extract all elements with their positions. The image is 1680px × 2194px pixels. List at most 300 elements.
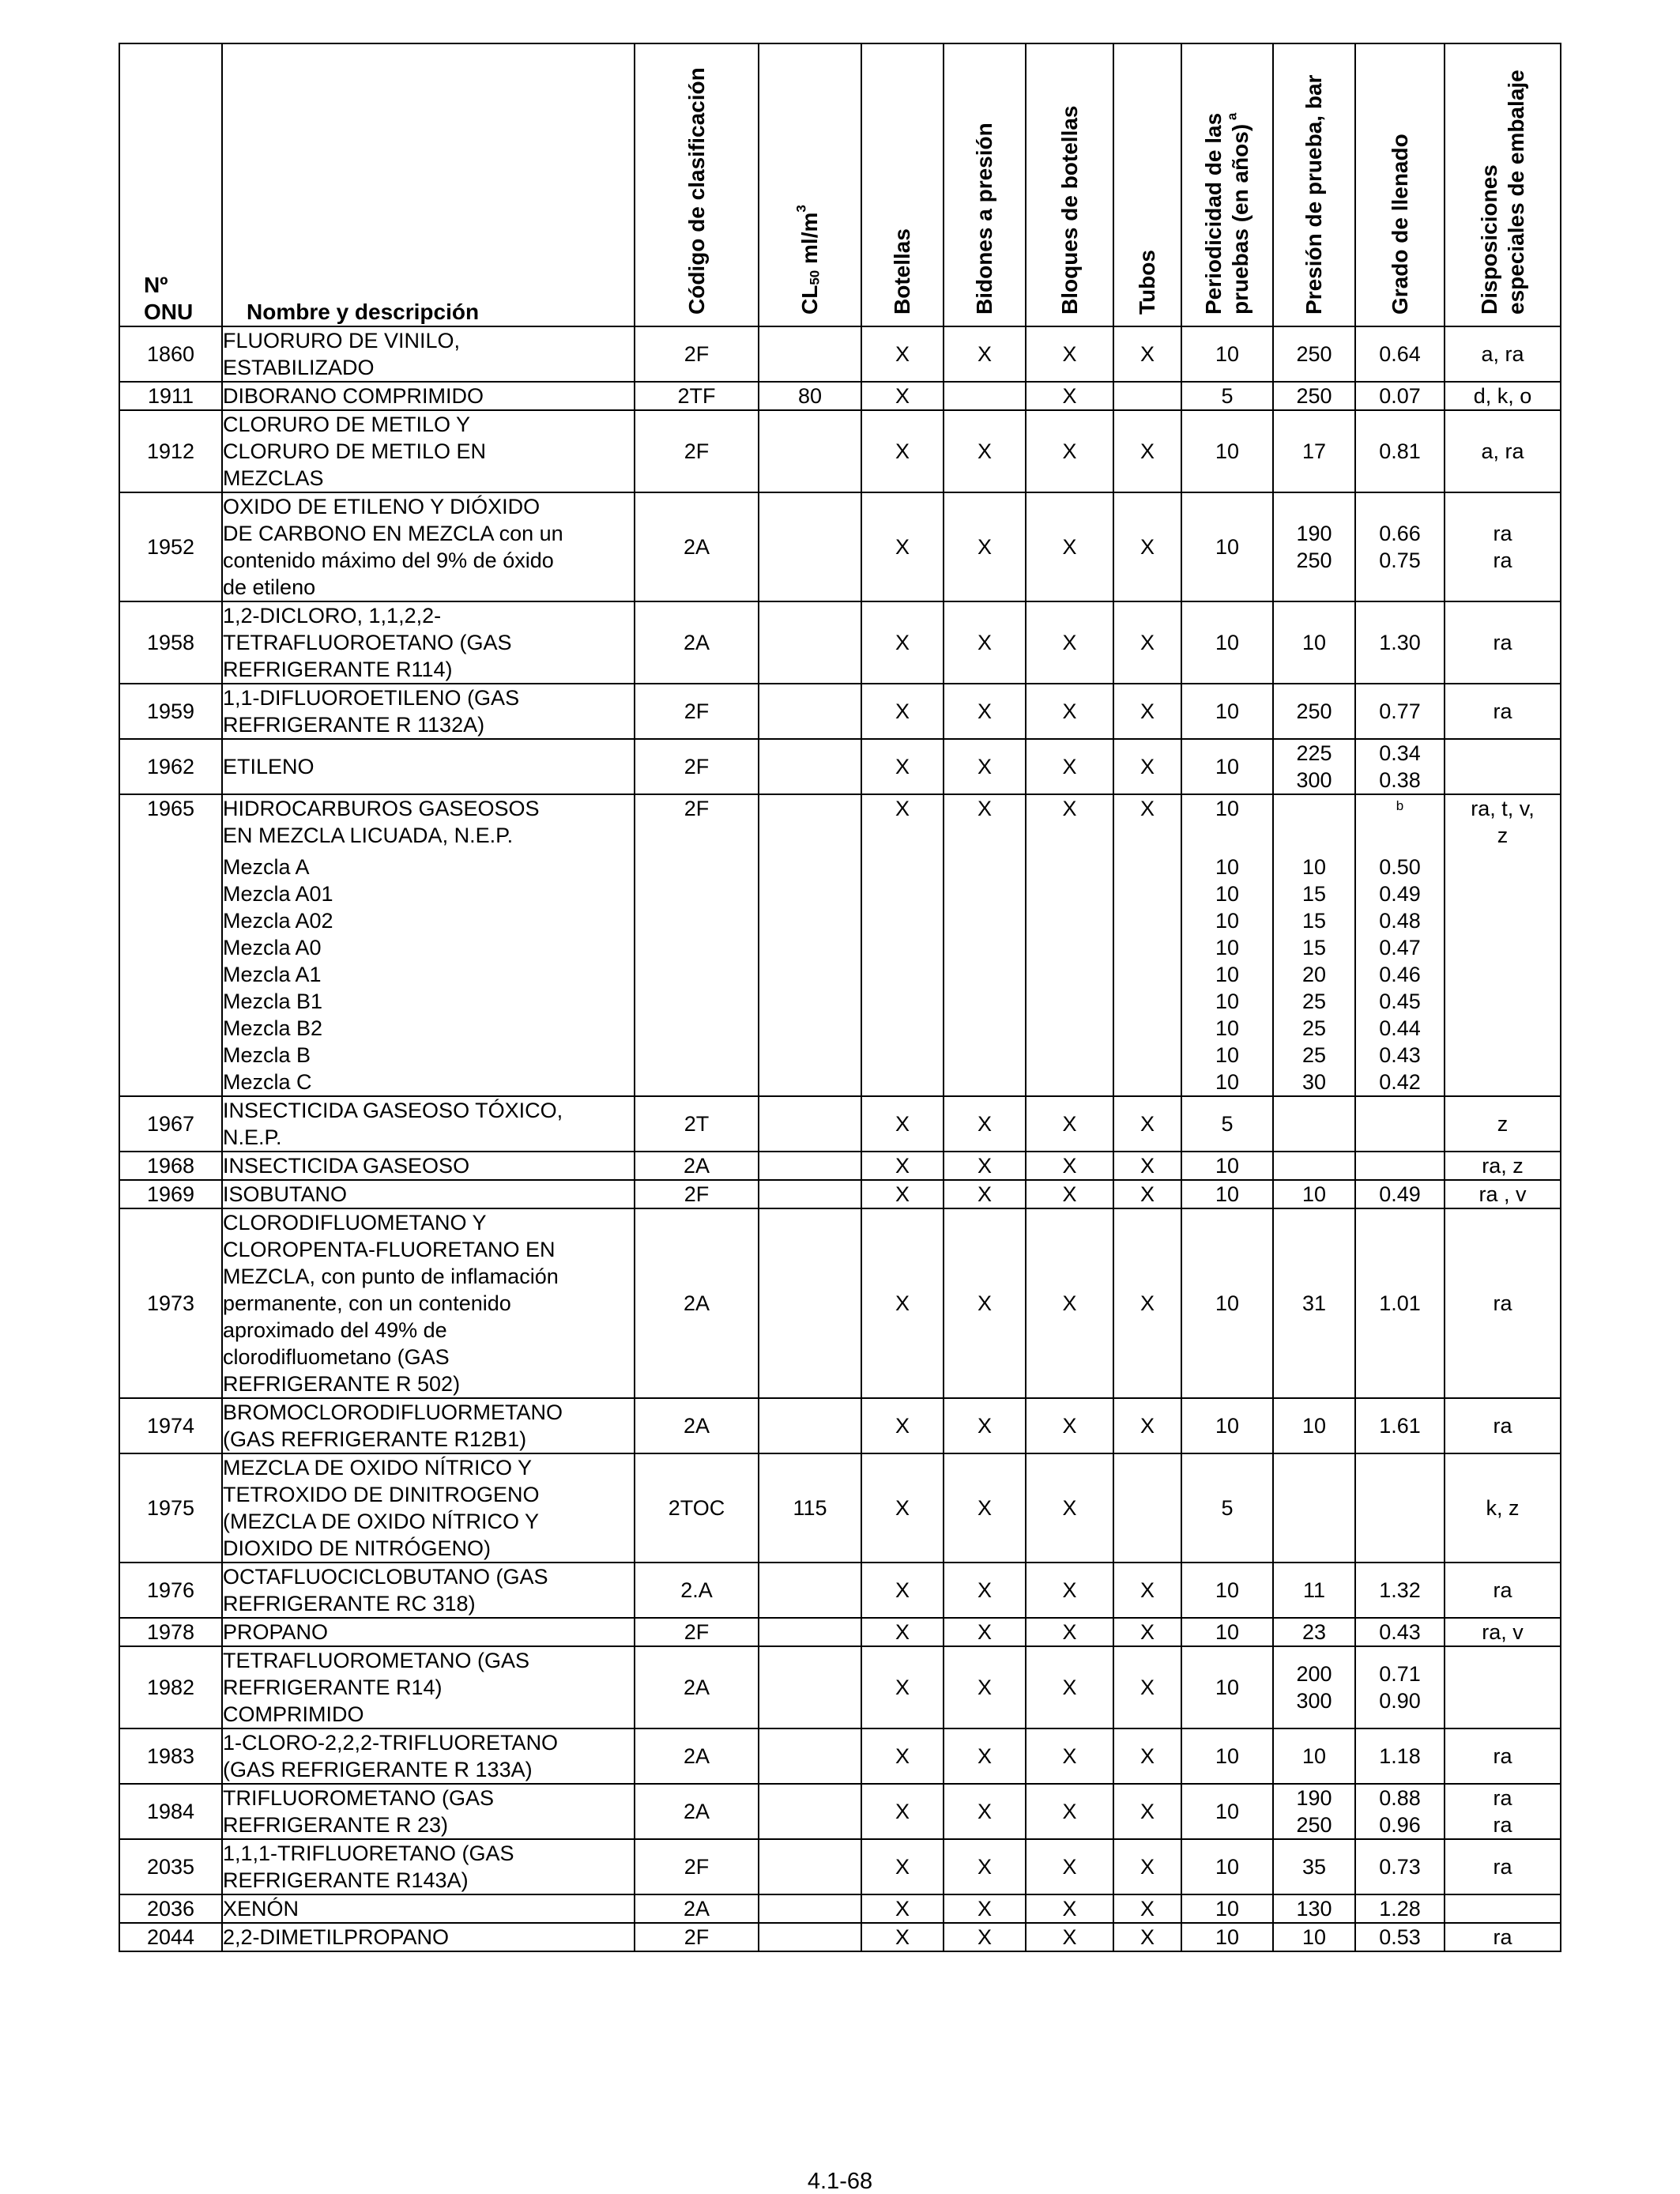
table-row bbox=[119, 326, 1561, 382]
tubes-cell: X bbox=[1113, 739, 1181, 794]
period-cell: 10 bbox=[1181, 601, 1273, 684]
special-cell: ra bbox=[1445, 1923, 1561, 1951]
drums-cell: X bbox=[944, 1728, 1026, 1784]
drums-cell: X bbox=[944, 492, 1026, 601]
tubes-header: Tubos bbox=[1113, 43, 1181, 326]
special-cell: ra ra bbox=[1445, 492, 1561, 601]
tubes-cell bbox=[1113, 1453, 1181, 1563]
name-cell: 1,1,1-TRIFLUORETANO (GAS REFRIGERANTE R143A) bbox=[222, 1839, 635, 1894]
fill-cell: 0.53 bbox=[1355, 1923, 1445, 1951]
drums-cell: X bbox=[944, 1453, 1026, 1563]
cl50-cell bbox=[759, 739, 861, 794]
special-cell: ra bbox=[1445, 1839, 1561, 1894]
table-row bbox=[119, 382, 1561, 410]
cl50-cell bbox=[759, 1152, 861, 1180]
bundles-cell: X bbox=[1026, 326, 1113, 382]
bottles-cell: X bbox=[861, 1453, 944, 1563]
drums-cell: X bbox=[944, 1096, 1026, 1152]
drums-cell: X bbox=[944, 1784, 1026, 1839]
name-cell bbox=[222, 794, 635, 1096]
table-row bbox=[119, 1152, 1561, 1180]
cl50-cell bbox=[759, 1728, 861, 1784]
table-row bbox=[119, 1839, 1561, 1894]
name-cell: INSECTICIDA GASEOSO bbox=[222, 1152, 635, 1180]
cl50-header: $CL_{50}$ $ml/m^3$ bbox=[759, 43, 861, 326]
cl50-cell bbox=[759, 1646, 861, 1728]
drums-cell: X bbox=[944, 1839, 1026, 1894]
period-cell: 10 bbox=[1181, 1784, 1273, 1839]
bundles-cell: X bbox=[1026, 1180, 1113, 1208]
onu-cell: 2036 bbox=[119, 1894, 222, 1923]
name-cell: CLORURO DE METILO Y CLORURO DE METILO EN MEZCLAS bbox=[222, 410, 635, 492]
table-row bbox=[119, 1563, 1561, 1618]
tubes-cell: X bbox=[1113, 1398, 1181, 1453]
special-cell: ra , v bbox=[1445, 1180, 1561, 1208]
code-cell: 2A bbox=[635, 1152, 759, 1180]
pressure-cell bbox=[1273, 1453, 1355, 1563]
special-cell: a, ra bbox=[1445, 326, 1561, 382]
period-cell: 10 bbox=[1181, 1563, 1273, 1618]
pressure-cell: 11 bbox=[1273, 1563, 1355, 1618]
tubes-cell: X bbox=[1113, 1894, 1181, 1923]
bottles-cell: X bbox=[861, 326, 944, 382]
filling-ratio-header: Grado de llenado bbox=[1355, 43, 1445, 326]
bundles-cell: X bbox=[1026, 1839, 1113, 1894]
onu-cell: 1973 bbox=[119, 1208, 222, 1398]
code-cell: 2F bbox=[635, 1180, 759, 1208]
tubes-cell: X bbox=[1113, 684, 1181, 739]
period-cell: 10 bbox=[1181, 1646, 1273, 1728]
fill-cell: 0.07 bbox=[1355, 382, 1445, 410]
period-cell: 10 bbox=[1181, 1618, 1273, 1646]
bundles-cell: X bbox=[1026, 1453, 1113, 1563]
drums-cell: X bbox=[944, 794, 1026, 1096]
table-row bbox=[119, 1646, 1561, 1728]
bundles-cell: X bbox=[1026, 382, 1113, 410]
special-cell: a, ra bbox=[1445, 410, 1561, 492]
period-cell: 5 bbox=[1181, 1096, 1273, 1152]
code-cell: 2A bbox=[635, 1728, 759, 1784]
period-cell: 10 bbox=[1181, 1728, 1273, 1784]
pressure-drums-header: Bidones a presión bbox=[944, 43, 1026, 326]
fill-cell: 1.61 bbox=[1355, 1398, 1445, 1453]
onu-cell: 2044 bbox=[119, 1923, 222, 1951]
bottles-cell: X bbox=[861, 1784, 944, 1839]
mixture-fills: 0.50 0.49 0.48 0.47 0.46 0.45 0.44 0.43 0.42 bbox=[1379, 855, 1421, 1094]
special-cell: ra, z bbox=[1445, 1152, 1561, 1180]
pressure-cell: 31 bbox=[1273, 1208, 1355, 1398]
drums-cell: X bbox=[944, 326, 1026, 382]
pressure-cell: 10 bbox=[1273, 1728, 1355, 1784]
pressure-cell: 10 bbox=[1273, 1923, 1355, 1951]
period-cell bbox=[1181, 794, 1273, 1096]
bottles-cell: X bbox=[861, 1923, 944, 1951]
onu-cell: 1952 bbox=[119, 492, 222, 601]
cl50-cell bbox=[759, 1180, 861, 1208]
onu-cell: 2035 bbox=[119, 1839, 222, 1894]
test-period-header: Periodicidad de las pruebas (en años) $^a$ bbox=[1181, 43, 1273, 326]
drums-cell: X bbox=[944, 1618, 1026, 1646]
cl50-cell bbox=[759, 492, 861, 601]
pressure-cell: 130 bbox=[1273, 1894, 1355, 1923]
code-cell: 2A bbox=[635, 1646, 759, 1728]
onu-cell: 1974 bbox=[119, 1398, 222, 1453]
cl50-cell bbox=[759, 1923, 861, 1951]
name-cell: DIBORANO COMPRIMIDO bbox=[222, 382, 635, 410]
table-row bbox=[119, 410, 1561, 492]
code-cell: 2A bbox=[635, 1398, 759, 1453]
cl50-cell bbox=[759, 601, 861, 684]
name-cell: XENÓN bbox=[222, 1894, 635, 1923]
bottles-cell: X bbox=[861, 601, 944, 684]
code-cell: 2T bbox=[635, 1096, 759, 1152]
pressure-cell: 250 bbox=[1273, 382, 1355, 410]
name-cell: TETRAFLUOROMETANO (GAS REFRIGERANTE R14) COMPRIMIDO bbox=[222, 1646, 635, 1728]
period-cell: 10 bbox=[1181, 1398, 1273, 1453]
fill-cell: 1.30 bbox=[1355, 601, 1445, 684]
onu-cell: 1958 bbox=[119, 601, 222, 684]
bottles-cell: X bbox=[861, 492, 944, 601]
fill-cell: 1.18 bbox=[1355, 1728, 1445, 1784]
bottles-cell: X bbox=[861, 1618, 944, 1646]
name-cell: OCTAFLUOCICLOBUTANO (GAS REFRIGERANTE RC 318) bbox=[222, 1563, 635, 1618]
bottles-cell: X bbox=[861, 1894, 944, 1923]
drums-cell: X bbox=[944, 1152, 1026, 1180]
cl50-cell bbox=[759, 1839, 861, 1894]
table-row bbox=[119, 1923, 1561, 1951]
bundles-cell: X bbox=[1026, 684, 1113, 739]
onu-cell: 1982 bbox=[119, 1646, 222, 1728]
period-cell: 10 bbox=[1181, 1839, 1273, 1894]
bottles-cell: X bbox=[861, 1208, 944, 1398]
onu-cell: 1959 bbox=[119, 684, 222, 739]
tubes-cell: X bbox=[1113, 1563, 1181, 1618]
table-row bbox=[119, 1208, 1561, 1398]
cl50-cell: 80 bbox=[759, 382, 861, 410]
fill-cell: 1.32 bbox=[1355, 1563, 1445, 1618]
fill-cell: 0.64 bbox=[1355, 326, 1445, 382]
page-number: 4.1-68 bbox=[807, 2169, 873, 2194]
name-cell: ISOBUTANO bbox=[222, 1180, 635, 1208]
tubes-cell bbox=[1113, 382, 1181, 410]
tubes-cell: X bbox=[1113, 326, 1181, 382]
table-row bbox=[119, 492, 1561, 601]
bundles-cell: X bbox=[1026, 1894, 1113, 1923]
bottles-cell: X bbox=[861, 1563, 944, 1618]
fill-cell bbox=[1355, 794, 1445, 1096]
fill-cell: 0.88 0.96 bbox=[1355, 1784, 1445, 1839]
drums-cell: X bbox=[944, 1563, 1026, 1618]
special-cell: ra bbox=[1445, 684, 1561, 739]
drums-cell: X bbox=[944, 410, 1026, 492]
drums-cell: X bbox=[944, 1180, 1026, 1208]
special-cell: ra bbox=[1445, 1398, 1561, 1453]
fill-cell: 0.49 bbox=[1355, 1180, 1445, 1208]
special-cell: ra bbox=[1445, 601, 1561, 684]
tubes-cell: X bbox=[1113, 1646, 1181, 1728]
special-cell: ra bbox=[1445, 1728, 1561, 1784]
bottles-cell: X bbox=[861, 1096, 944, 1152]
cl50-cell bbox=[759, 1618, 861, 1646]
fill-cell: 0.73 bbox=[1355, 1839, 1445, 1894]
tubes-cell: X bbox=[1113, 492, 1181, 601]
period-cell: 10 bbox=[1181, 684, 1273, 739]
special-cell: ra, t, v, z bbox=[1445, 794, 1561, 1096]
cl50-cell bbox=[759, 684, 861, 739]
name-cell: 2,2-DIMETILPROPANO bbox=[222, 1923, 635, 1951]
cl50-cell bbox=[759, 1894, 861, 1923]
special-provisions-header: Disposiciones especiales de embalaje bbox=[1445, 43, 1561, 326]
tubes-cell: X bbox=[1113, 601, 1181, 684]
code-cell: 2TOC bbox=[635, 1453, 759, 1563]
fill-cell: 1.28 bbox=[1355, 1894, 1445, 1923]
table-row bbox=[119, 1096, 1561, 1152]
pressure-cell: 250 bbox=[1273, 326, 1355, 382]
name-header: Nombre y descripción bbox=[222, 43, 635, 326]
cl50-cell bbox=[759, 794, 861, 1096]
onu-cell: 1860 bbox=[119, 326, 222, 382]
fill-cell: 0.66 0.75 bbox=[1355, 492, 1445, 601]
tubes-cell: X bbox=[1113, 1728, 1181, 1784]
footnote-b: b bbox=[1396, 798, 1404, 813]
tubes-cell: X bbox=[1113, 410, 1181, 492]
table-row bbox=[119, 794, 1561, 1096]
code-cell: 2A bbox=[635, 1208, 759, 1398]
bundles-cell: X bbox=[1026, 1096, 1113, 1152]
bottles-cell: X bbox=[861, 1180, 944, 1208]
cl50-cell bbox=[759, 1398, 861, 1453]
special-cell bbox=[1445, 1894, 1561, 1923]
bundles-cell: X bbox=[1026, 739, 1113, 794]
bottles-cell: X bbox=[861, 1152, 944, 1180]
special-cell: ra, v bbox=[1445, 1618, 1561, 1646]
onu-cell: 1978 bbox=[119, 1618, 222, 1646]
drums-cell: X bbox=[944, 1398, 1026, 1453]
drums-cell: X bbox=[944, 601, 1026, 684]
name-cell: MEZCLA DE OXIDO NÍTRICO Y TETROXIDO DE DINITROGENO (MEZCLA DE OXIDO NÍTRICO Y DIOXIDO DE NITRÓGENO) bbox=[222, 1453, 635, 1563]
period-cell: 10 bbox=[1181, 1152, 1273, 1180]
group-period: 10 bbox=[1215, 797, 1240, 820]
special-cell: ra bbox=[1445, 1563, 1561, 1618]
table-row bbox=[119, 1180, 1561, 1208]
pressure-cell bbox=[1273, 1096, 1355, 1152]
bundles-cell: X bbox=[1026, 1728, 1113, 1784]
code-cell: 2A bbox=[635, 1784, 759, 1839]
table-row bbox=[119, 1453, 1561, 1563]
onu-cell: 1969 bbox=[119, 1180, 222, 1208]
mixture-names: Mezcla A Mezcla A01 Mezcla A02 Mezcla A0 Mezcla A1 Mezcla B1 Mezcla B2 Mezcla B Mezcla C bbox=[223, 855, 333, 1094]
name-cell: TRIFLUOROMETANO (GAS REFRIGERANTE R 23) bbox=[222, 1784, 635, 1839]
table-row bbox=[119, 1728, 1561, 1784]
bundles-cell: X bbox=[1026, 492, 1113, 601]
pressure-cell: 10 bbox=[1273, 1398, 1355, 1453]
mixture-pressures: 10 15 15 15 20 25 25 25 30 bbox=[1301, 855, 1327, 1094]
pressure-cell: 225 300 bbox=[1273, 739, 1355, 794]
mixture-group-title: HIDROCARBUROS GASEOSOS EN MEZCLA LICUADA, N.E.P. bbox=[223, 797, 540, 847]
pressure-cell: 35 bbox=[1273, 1839, 1355, 1894]
drums-cell: X bbox=[944, 1646, 1026, 1728]
onu-header: Nº ONU bbox=[119, 43, 222, 326]
drums-cell: X bbox=[944, 1923, 1026, 1951]
drums-cell: X bbox=[944, 684, 1026, 739]
fill-cell bbox=[1355, 1453, 1445, 1563]
name-cell: BROMOCLORODIFLUORMETANO (GAS REFRIGERANTE R12B1) bbox=[222, 1398, 635, 1453]
tubes-cell: X bbox=[1113, 1923, 1181, 1951]
period-cell: 10 bbox=[1181, 410, 1273, 492]
pressure-cell: 23 bbox=[1273, 1618, 1355, 1646]
bottles-cell: X bbox=[861, 1398, 944, 1453]
code-cell: 2F bbox=[635, 1923, 759, 1951]
period-cell: 10 bbox=[1181, 1894, 1273, 1923]
bundles-cell: X bbox=[1026, 1784, 1113, 1839]
onu-cell: 1984 bbox=[119, 1784, 222, 1839]
cl50-cell bbox=[759, 1563, 861, 1618]
special-cell: ra bbox=[1445, 1208, 1561, 1398]
bundles-cell: X bbox=[1026, 1208, 1113, 1398]
tubes-cell: X bbox=[1113, 1096, 1181, 1152]
classification-code-header: Código de clasificación bbox=[635, 43, 759, 326]
fill-cell: 1.01 bbox=[1355, 1208, 1445, 1398]
period-cell: 10 bbox=[1181, 1923, 1273, 1951]
tubes-cell: X bbox=[1113, 794, 1181, 1096]
cl50-cell bbox=[759, 326, 861, 382]
name-cell: OXIDO DE ETILENO Y DIÓXIDO DE CARBONO EN MEZCLA con un contenido máximo del 9% de óxido de etileno bbox=[222, 492, 635, 601]
drums-cell bbox=[944, 382, 1026, 410]
header-row bbox=[119, 43, 1561, 326]
code-cell: 2F bbox=[635, 326, 759, 382]
code-cell: 2A bbox=[635, 601, 759, 684]
drums-cell: X bbox=[944, 1208, 1026, 1398]
bundles-cell: X bbox=[1026, 1398, 1113, 1453]
name-cell: CLORODIFLUOMETANO Y CLOROPENTA-FLUORETANO EN MEZCLA, con punto de inflamación permanente, con un contenido aproximado del 49% de clorodifluometano (GAS REFRIGERANTE R 502) bbox=[222, 1208, 635, 1398]
period-cell: 10 bbox=[1181, 1208, 1273, 1398]
tubes-cell: X bbox=[1113, 1618, 1181, 1646]
pressure-cell: 10 bbox=[1273, 601, 1355, 684]
table-row bbox=[119, 739, 1561, 794]
bottles-cell: X bbox=[861, 739, 944, 794]
table-row bbox=[119, 601, 1561, 684]
mixture-periods: 10 10 10 10 10 10 10 10 10 bbox=[1215, 855, 1240, 1094]
bundles-cell: X bbox=[1026, 1618, 1113, 1646]
onu-cell: 1976 bbox=[119, 1563, 222, 1618]
bottle-bundles-header: Bloques de botellas bbox=[1026, 43, 1113, 326]
name-cell: 1,2-DICLORO, 1,1,2,2- TETRAFLUOROETANO (GAS REFRIGERANTE R114) bbox=[222, 601, 635, 684]
tubes-cell: X bbox=[1113, 1152, 1181, 1180]
fill-cell: 0.77 bbox=[1355, 684, 1445, 739]
pressure-cell bbox=[1273, 1152, 1355, 1180]
code-cell: 2A bbox=[635, 1894, 759, 1923]
onu-cell: 1962 bbox=[119, 739, 222, 794]
table-row bbox=[119, 1784, 1561, 1839]
drums-cell: X bbox=[944, 1894, 1026, 1923]
bundles-cell: X bbox=[1026, 601, 1113, 684]
bundles-cell: X bbox=[1026, 1152, 1113, 1180]
onu-cell: 1912 bbox=[119, 410, 222, 492]
pressure-cell: 10 bbox=[1273, 1180, 1355, 1208]
cl50-cell: 115 bbox=[759, 1453, 861, 1563]
fill-cell: 0.81 bbox=[1355, 410, 1445, 492]
code-cell: 2F bbox=[635, 1839, 759, 1894]
pressure-cell: 200 300 bbox=[1273, 1646, 1355, 1728]
pressure-cell: 190 250 bbox=[1273, 1784, 1355, 1839]
onu-cell: 1983 bbox=[119, 1728, 222, 1784]
period-cell: 5 bbox=[1181, 1453, 1273, 1563]
pressure-cell: 250 bbox=[1273, 684, 1355, 739]
onu-cell: 1975 bbox=[119, 1453, 222, 1563]
name-cell: 1,1-DIFLUOROETILENO (GAS REFRIGERANTE R 1132A) bbox=[222, 684, 635, 739]
pressure-cell bbox=[1273, 794, 1355, 1096]
fill-cell: 0.71 0.90 bbox=[1355, 1646, 1445, 1728]
code-cell: 2F bbox=[635, 739, 759, 794]
bundles-cell: X bbox=[1026, 1646, 1113, 1728]
table-row bbox=[119, 1398, 1561, 1453]
special-cell bbox=[1445, 1646, 1561, 1728]
fill-cell: 0.34 0.38 bbox=[1355, 739, 1445, 794]
table-row bbox=[119, 1894, 1561, 1923]
code-cell: 2F bbox=[635, 684, 759, 739]
cl50-cell bbox=[759, 410, 861, 492]
period-cell: 10 bbox=[1181, 492, 1273, 601]
bottles-header: Botellas bbox=[861, 43, 944, 326]
packing-instructions-table bbox=[119, 43, 1561, 1952]
onu-cell: 1911 bbox=[119, 382, 222, 410]
special-cell: z bbox=[1445, 1096, 1561, 1152]
tubes-cell: X bbox=[1113, 1208, 1181, 1398]
fill-cell bbox=[1355, 1096, 1445, 1152]
period-cell: 10 bbox=[1181, 739, 1273, 794]
name-cell: INSECTICIDA GASEOSO TÓXICO, N.E.P. bbox=[222, 1096, 635, 1152]
code-cell: 2TF bbox=[635, 382, 759, 410]
period-cell: 5 bbox=[1181, 382, 1273, 410]
special-cell: ra ra bbox=[1445, 1784, 1561, 1839]
onu-cell: 1968 bbox=[119, 1152, 222, 1180]
pressure-cell: 190 250 bbox=[1273, 492, 1355, 601]
bottles-cell: X bbox=[861, 794, 944, 1096]
special-cell bbox=[1445, 739, 1561, 794]
bottles-cell: X bbox=[861, 1839, 944, 1894]
cl50-cell bbox=[759, 1096, 861, 1152]
table-row bbox=[119, 1618, 1561, 1646]
code-cell: 2A bbox=[635, 492, 759, 601]
fill-cell: 0.43 bbox=[1355, 1618, 1445, 1646]
special-cell: d, k, o bbox=[1445, 382, 1561, 410]
drums-cell: X bbox=[944, 739, 1026, 794]
special-cell: k, z bbox=[1445, 1453, 1561, 1563]
code-cell: 2F bbox=[635, 410, 759, 492]
bottles-cell: X bbox=[861, 382, 944, 410]
period-cell: 10 bbox=[1181, 326, 1273, 382]
tubes-cell: X bbox=[1113, 1784, 1181, 1839]
onu-cell: 1967 bbox=[119, 1096, 222, 1152]
name-cell: 1-CLORO-2,2,2-TRIFLUORETANO (GAS REFRIGERANTE R 133A) bbox=[222, 1728, 635, 1784]
tubes-cell: X bbox=[1113, 1839, 1181, 1894]
pressure-cell: 17 bbox=[1273, 410, 1355, 492]
cl50-cell bbox=[759, 1208, 861, 1398]
name-cell: ETILENO bbox=[222, 739, 635, 794]
bottles-cell: X bbox=[861, 684, 944, 739]
bottles-cell: X bbox=[861, 410, 944, 492]
code-cell: 2F bbox=[635, 794, 759, 1096]
name-cell: FLUORURO DE VINILO, ESTABILIZADO bbox=[222, 326, 635, 382]
bundles-cell: X bbox=[1026, 1923, 1113, 1951]
test-pressure-header: Presión de prueba, bar bbox=[1273, 43, 1355, 326]
bottles-cell: X bbox=[861, 1646, 944, 1728]
code-cell: 2F bbox=[635, 1618, 759, 1646]
period-cell: 10 bbox=[1181, 1180, 1273, 1208]
bottles-cell: X bbox=[861, 1728, 944, 1784]
table-row bbox=[119, 684, 1561, 739]
bundles-cell: X bbox=[1026, 794, 1113, 1096]
